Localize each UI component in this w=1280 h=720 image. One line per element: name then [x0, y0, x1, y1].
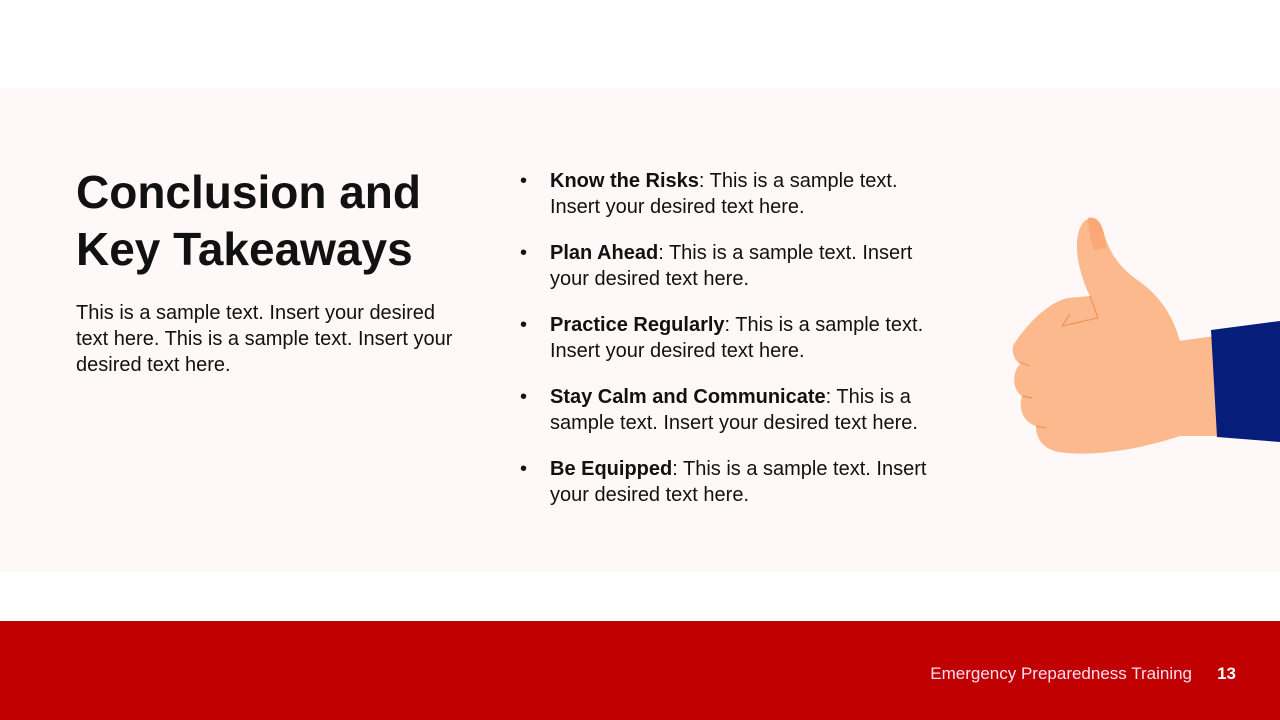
page-number: 13: [1217, 664, 1236, 683]
bullet-term: Plan Ahead: [550, 242, 659, 264]
bullet-icon: •: [520, 314, 528, 336]
bullet-icon: •: [520, 386, 528, 408]
slide-description: This is a sample text. Insert your desired text here. This is a sample text. Insert your desired text here.: [76, 302, 453, 376]
bullet-term: Know the Risks: [550, 170, 699, 192]
bullet-text: : This is a sample text. Insert your desired text here.: [550, 458, 927, 506]
footer-title: Emergency Preparedness Training: [930, 664, 1192, 683]
bullet-icon: •: [520, 458, 528, 480]
bullet-text: : This is a sample text. Insert your desired text here.: [550, 314, 924, 362]
title-line-1: Conclusion and: [76, 166, 421, 218]
bullet-icon: •: [520, 242, 528, 264]
bullet-text: : This is a sample text. Insert your desired text here.: [550, 170, 898, 218]
bullet-term: Stay Calm and Communicate: [550, 386, 826, 408]
bullet-text: : This is a sample text. Insert your desired text here.: [550, 242, 913, 290]
title-line-2: Key Takeaways: [76, 223, 413, 275]
bullet-term: Be Equipped: [550, 458, 673, 480]
bullet-icon: •: [520, 170, 528, 192]
bullet-text: : This is a sample text. Insert your desired text here.: [550, 386, 918, 434]
bullet-term: Practice Regularly: [550, 314, 725, 336]
